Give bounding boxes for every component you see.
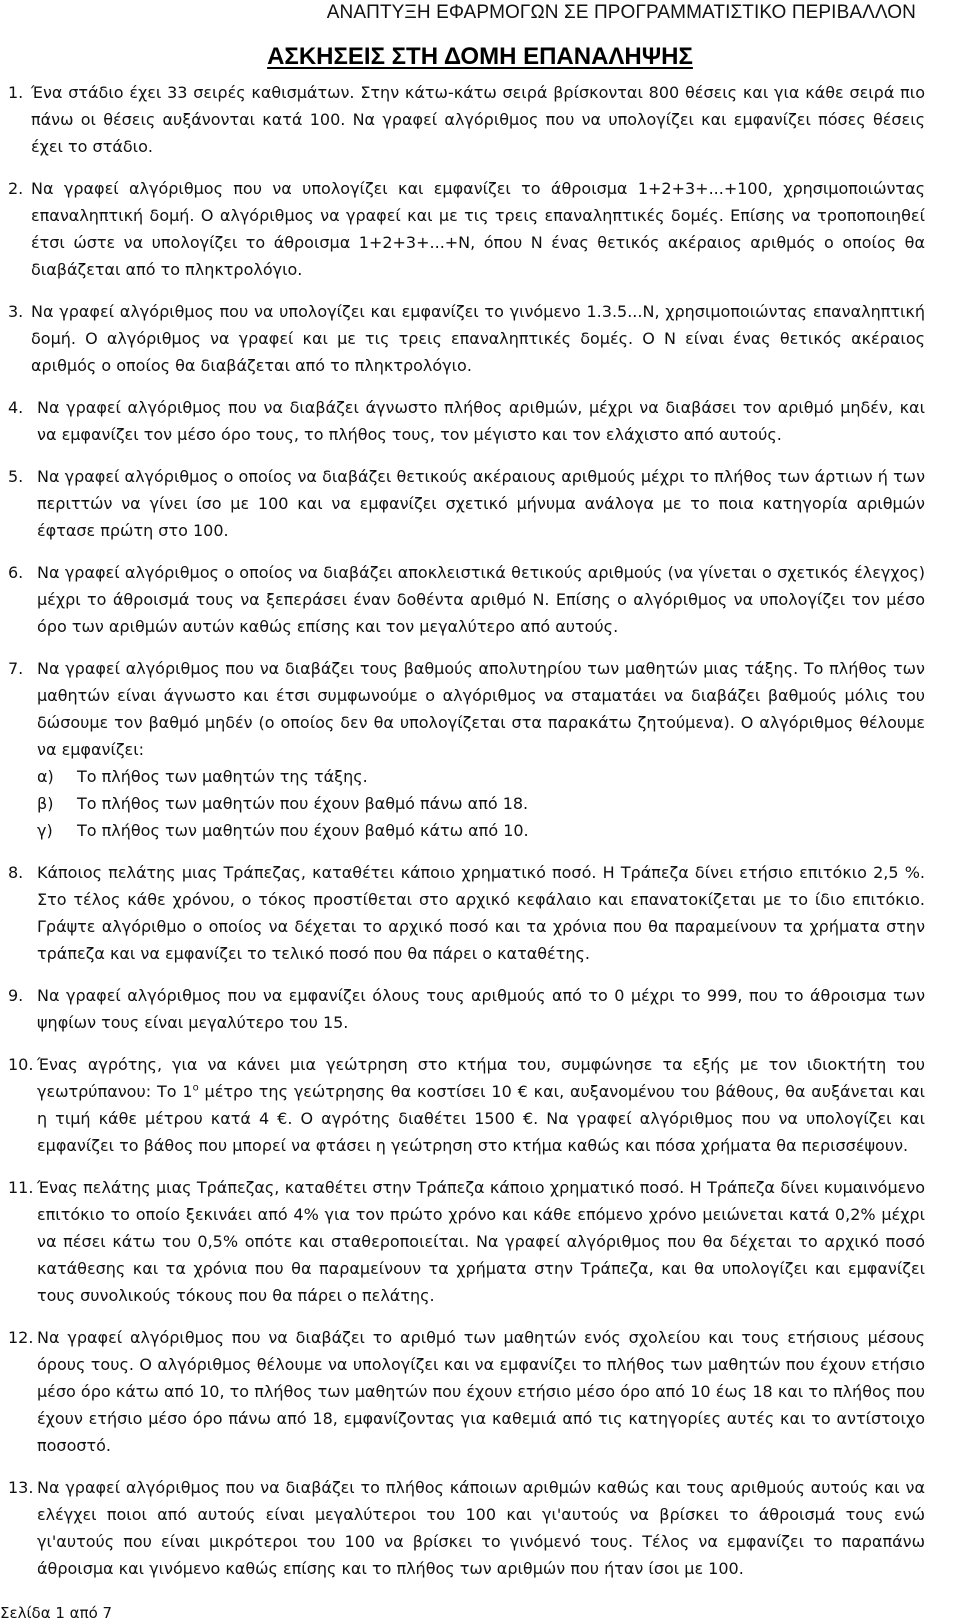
exercise-item [0, 463, 960, 544]
exercise-number: 4. [8, 398, 24, 417]
sub-item [37, 817, 925, 844]
exercise-item [0, 1174, 960, 1309]
exercise-text-end: μέτρο της γεώτρησης θα κοστίσει 10 € και, αυξανομένου του βάθους, θα αυξάνεται και η τιμή κάθε μέτρου κατά 4 €. Ο αγρότης διαθέτει 1500 €. Να γραφεί αλγόριθμος που να υπολογίζει και εμφανίζει το βάθος που μπορεί να φτάσει η γεώτρηση στο κτήμα καθώς και πόσα χρήματα θα περισσέψουν. [37, 1082, 925, 1155]
exercise-body [37, 655, 925, 844]
sub-item-label: γ) [37, 821, 53, 840]
exercise-number: 6. [8, 563, 24, 582]
exercise-text: Να γραφεί αλγόριθμος που να διαβάζει τους βαθμούς απολυτηρίου των μαθητών μιας τάξης. Το πλήθος των μαθητών είναι άγνωστο και έτσι συμφωνούμε ο αλγόριθμος να σταματάει να διαβάζει βαθμούς μόλις του δώσουμε τον βαθμό μηδέν (ο οποίος δεν θα υπολογίζεται στα παρακάτω ζητούμενα). Ο αλγόριθμος θέλουμε να εμφανίζει: [37, 659, 925, 759]
exercise-number: 8. [8, 863, 24, 882]
exercise-number: 11. [8, 1178, 34, 1197]
sub-item-text: Το πλήθος των μαθητών που έχουν βαθμό κάτω από 10. [77, 821, 529, 840]
exercise-number: 7. [8, 659, 24, 678]
running-header: ΑΝΑΠΤΥΞΗ ΕΦΑΡΜΟΓΩΝ ΣΕ ΠΡΟΓΡΑΜΜΑΤΙΣΤΙΚΟ ΠΕΡΙΒΑΛΛΟΝ [326, 2, 916, 23]
sub-item [37, 763, 925, 790]
exercise-number: 12. [8, 1328, 34, 1347]
sub-item-label: β) [37, 794, 54, 813]
sub-item-label: α) [37, 767, 54, 786]
exercise-text: Ένας πελάτης μιας Τράπεζας, καταθέτει στην Τράπεζα κάποιο χρηματικό ποσό. Η Τράπεζα δίνει κυμαινόμενο επιτόκιο το οποίο ξεκινάει από 4% για τον πρώτο χρόνο και κάθε επόμενο χρόνο μειώνεται κατά 0,2% μέχρι να πέσει κάτω του 0,5% οπότε και σταθεροποιείται. Να γραφεί αλγόριθμος που θα δέχεται το αρχικό ποσό κατάθεσης και τα χρόνια που θα παραμείνουν τα χρήματα στην Τράπεζα, και θα υπολογίζει και εμφανίζει τους συνολικούς τόκους που θα πάρει ο πελάτης. [37, 1178, 925, 1305]
exercise-body [37, 1051, 925, 1159]
page-title: ΑΣΚΗΣΕΙΣ ΣΤΗ ΔΟΜΗ ΕΠΑΝΑΛΗΨΗΣ [267, 43, 693, 70]
exercise-item [0, 79, 960, 160]
exercise-text: Να γραφεί αλγόριθμος που να διαβάζει άγνωστο πλήθος αριθμών, μέχρι να διαβάσει τον αριθμό μηδέν, και να εμφανίζει τον μέσο όρο τους, το πλήθος τους, τον μέγιστο και τον ελάχιστο από αυτούς. [37, 398, 925, 444]
exercise-list [0, 79, 960, 1597]
exercise-number: 3. [8, 302, 24, 321]
exercise-item [0, 298, 960, 379]
exercise-item [0, 982, 960, 1036]
exercise-item [0, 1051, 960, 1159]
sub-item [37, 790, 925, 817]
exercise-text: Να γραφεί αλγόριθμος που να εμφανίζει όλους τους αριθμούς από το 0 μέχρι το 999, που το άθροισμα των ψηφίων τους είναι μεγαλύτερο του 15. [37, 986, 925, 1032]
exercise-number: 1. [8, 83, 24, 102]
exercise-number: 10. [8, 1055, 34, 1074]
exercise-item [0, 859, 960, 967]
exercise-item [0, 559, 960, 640]
exercise-text: Να γραφεί αλγόριθμος ο οποίος να διαβάζει θετικούς ακέραιους αριθμούς μέχρι το πλήθος των άρτιων ή των περιττών να γίνει ίσο με 100 και να εμφανίζει σχετικό μήνυμα ανάλογα με το ποια κατηγορία αριθμών έφτασε πρώτη στο 100. [37, 467, 925, 540]
exercise-text: Να γραφεί αλγόριθμος που να διαβάζει το πλήθος κάποιων αριθμών καθώς και τους αριθμούς αυτούς και να ελέγχει ποιοι από αυτούς είναι μεγαλύτεροι του 100 και γι'αυτούς να βρίσκει το άθροισμά τους ενώ γι'αυτούς που είναι μικρότεροι του 100 να βρίσκει το γινόμενό τους. Τέλος να εμφανίζει το παραπάνω άθροισμα και γινόμενο καθώς επίσης και το πλήθος των αριθμών που ήταν ίσοι με 100. [37, 1478, 925, 1578]
exercise-text: Κάποιος πελάτης μιας Τράπεζας, καταθέτει κάποιο χρηματικό ποσό. Η Τράπεζα δίνει ετήσιο επιτόκιο 2,5 %. Στο τέλος κάθε χρόνου, ο τόκος προστίθεται στο αρχικό κεφάλαιο και επανατοκίζεται με το ίδιο επιτόκιο. Γράψτε αλγόριθμο ο οποίος να δέχεται το αρχικό ποσό και τα χρόνια που θα παραμείνουν τα χρήματα στην τράπεζα και να εμφανίζει το τελικό ποσό που θα πάρει ο καταθέτης. [37, 863, 925, 963]
exercise-number: 2. [8, 179, 24, 198]
exercise-number: 13. [8, 1478, 34, 1497]
ordinal-superscript: ο [192, 1082, 199, 1094]
exercise-text: Ένα στάδιο έχει 33 σειρές καθισμάτων. Στην κάτω-κάτω σειρά βρίσκονται 800 θέσεις και για κάθε σειρά πιο πάνω οι θέσεις αυξάνονται κατά 100. Να γραφεί αλγόριθμος που να υπολογίζει και εμφανίζει πόσες θέσεις έχει το στάδιο. [31, 83, 925, 156]
sub-item-text: Το πλήθος των μαθητών της τάξης. [77, 767, 368, 786]
exercise-text-start: Ένας αγρότης, για να κάνει μια γεώτρηση στο κτήμα του, συμφώνησε τα εξής με τον ιδιοκτήτη του γεωτρύπανου: Το 1 [37, 1055, 925, 1101]
exercise-text: Να γραφεί αλγόριθμος που να υπολογίζει και εμφανίζει το γινόμενο 1.3.5...Ν, χρησιμοποιώντας επαναληπτική δομή. Ο αλγόριθμος να γραφεί και με τις τρεις επαναληπτικές δομές. Ο Ν είναι ένας θετικός ακέραιος αριθμός ο οποίος θα διαβάζεται από το πληκτρολόγιο. [31, 302, 925, 375]
exercise-item [0, 1324, 960, 1459]
exercise-item [0, 394, 960, 448]
exercise-number: 5. [8, 467, 24, 486]
exercise-item [0, 655, 960, 844]
page-number-footer: Σελίδα 1 από 7 [0, 1604, 113, 1622]
exercise-item [0, 1474, 960, 1582]
exercise-text: Να γραφεί αλγόριθμος που να υπολογίζει και εμφανίζει το άθροισμα 1+2+3+...+100, χρησιμοποιώντας επαναληπτική δομή. Ο αλγόριθμος να γραφεί και με τις τρεις επαναληπτικές δομές. Επίσης να τροποποιηθεί έτσι ώστε να υπολογίζει το άθροισμα 1+2+3+...+Ν, όπου Ν ένας θετικός ακέραιος αριθμός ο οποίος θα διαβάζεται από το πληκτρολόγιο. [31, 179, 925, 279]
exercise-number: 9. [8, 986, 24, 1005]
sub-item-text: Το πλήθος των μαθητών που έχουν βαθμό πάνω από 18. [77, 794, 529, 813]
exercise-text: Να γραφεί αλγόριθμος που να διαβάζει το αριθμό των μαθητών ενός σχολείου και τους ετήσιους μέσους όρους τους. Ο αλγόριθμος θέλουμε να υπολογίζει και να εμφανίζει το πλήθος των μαθητών που έχουν ετήσιο μέσο όρο κάτω από 10, το πλήθος των μαθητών που έχουν ετήσιο μέσο όρο από 10 έως 18 και το πλήθος που έχουν ετήσιο μέσο όρο πάνω από 18, εμφανίζοντας για καθεμιά από τις κατηγορίες αυτές και το αντίστοιχο ποσοστό. [37, 1328, 925, 1455]
exercise-item [0, 175, 960, 283]
exercise-text: Να γραφεί αλγόριθμος ο οποίος να διαβάζει αποκλειστικά θετικούς αριθμούς (να γίνεται ο σχετικός έλεγχος) μέχρι το άθροισμά τους να ξεπεράσει έναν δοθέντα αριθμό Ν. Επίσης ο αλγόριθμος να υπολογίζει τον μέσο όρο των αριθμών αυτών καθώς επίσης και τον μεγαλύτερο από αυτούς. [37, 563, 925, 636]
